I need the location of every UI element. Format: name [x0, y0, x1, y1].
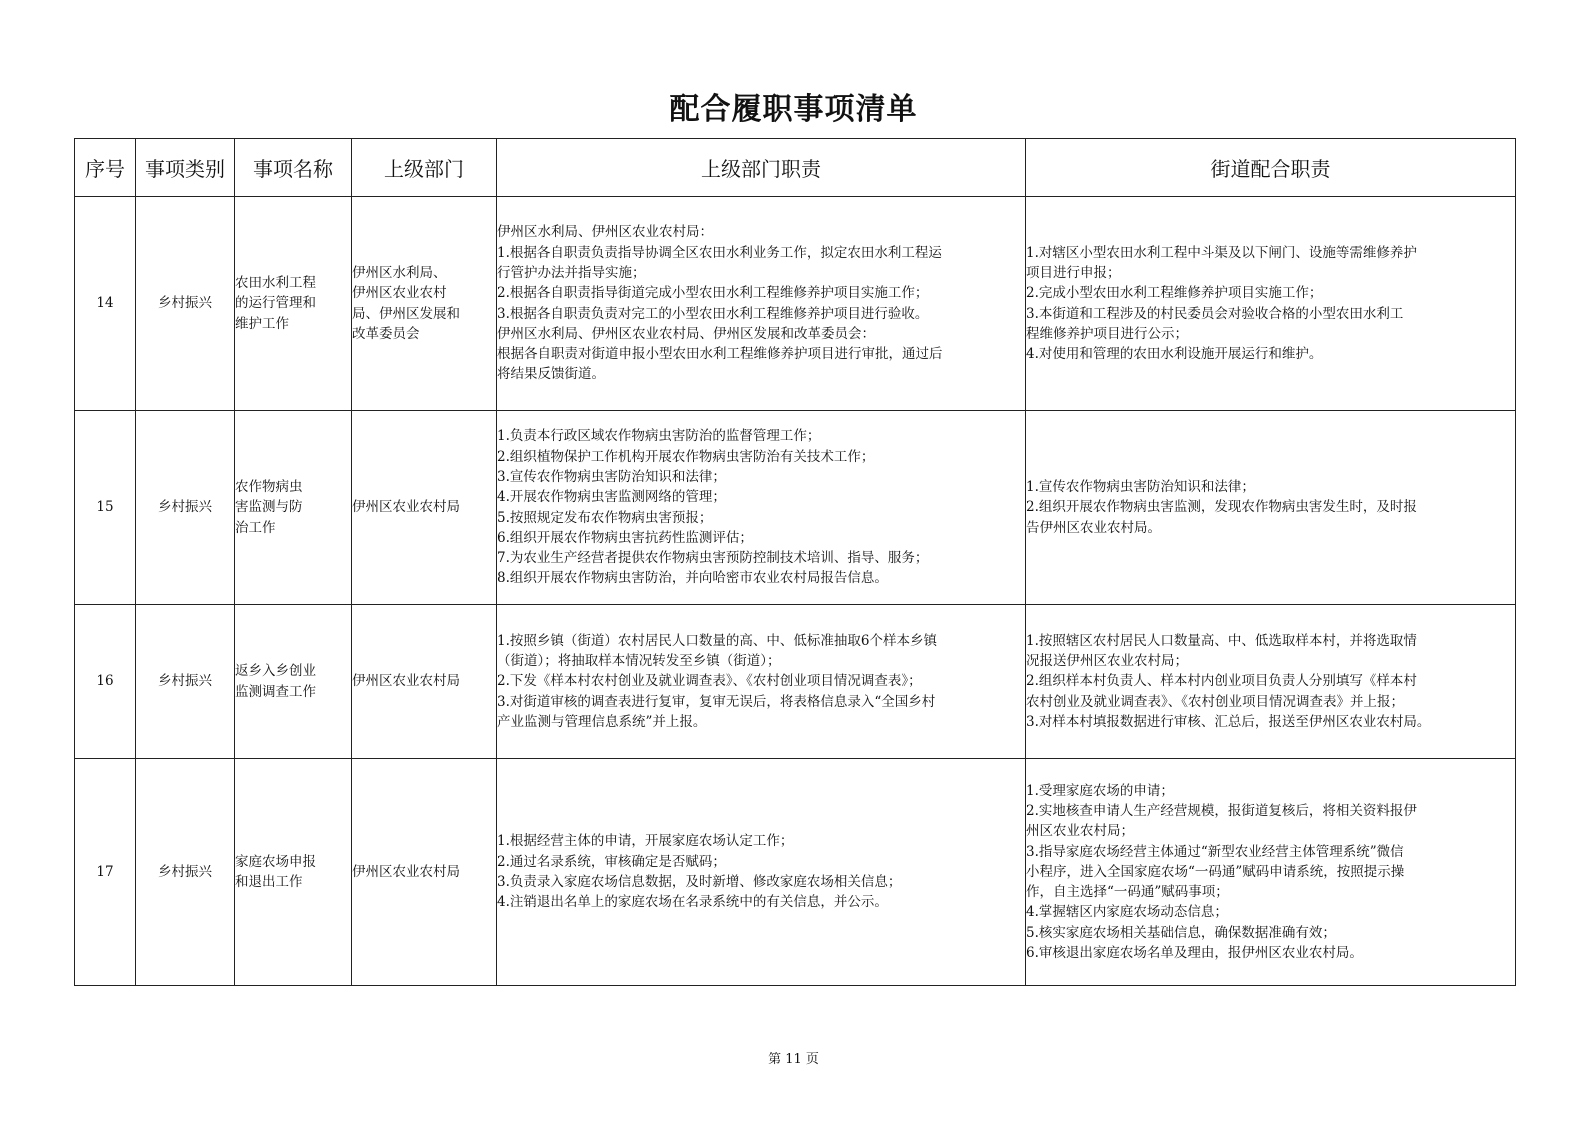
- text-line: 局、伊州区发展和: [352, 305, 460, 322]
- text-line: 农村创业及就业调查表》、《农村创业项目情况调查表》并上报；: [1026, 693, 1404, 710]
- row-category: 乡村振兴: [136, 759, 235, 986]
- text-line: 8.组织开展农作物病虫害防治，并向哈密市农业农村局报告信息。: [497, 570, 888, 587]
- row-street-duty: [1026, 197, 1516, 411]
- header-dept: 上级部门: [352, 139, 497, 197]
- text-line: 3.指导家庭农场经营主体通过“新型农业经营主体管理系统”微信: [1026, 843, 1404, 860]
- text-line: 4.掌握辖区内家庭农场动态信息；: [1026, 904, 1228, 921]
- row-category: 乡村振兴: [136, 605, 235, 759]
- text-line: 伊州区水利局、: [352, 264, 447, 281]
- text-line: 3.对样本村填报数据进行审核、汇总后，报送至伊州区农业农村局。: [1026, 713, 1431, 730]
- text-line: 2.根据各自职责指导街道完成小型农田水利工程维修养护项目实施工作；: [497, 285, 929, 302]
- text-line: 4.对使用和管理的农田水利设施开展运行和维护。: [1026, 346, 1323, 363]
- text-line: 1.宣传农作物病虫害防治知识和法律；: [1026, 479, 1255, 496]
- text-line: 3.根据各自职责负责对完工的小型农田水利工程维修养护项目进行验收。: [497, 305, 929, 322]
- text-line: 农田水利工程: [235, 275, 316, 292]
- text-line: （街道）；将抽取样本情况转发至乡镇（街道）；: [497, 653, 781, 670]
- text-line: 1.对辖区小型农田水利工程中斗渠及以下闸门、设施等需维修养护: [1026, 244, 1417, 261]
- header-dept-duty: 上级部门职责: [497, 139, 1026, 197]
- header-row: [75, 139, 1516, 197]
- text-line: 家庭农场申报: [235, 853, 316, 870]
- header-no: 序号: [75, 139, 136, 197]
- text-line: 伊州区农业农村局: [352, 499, 460, 516]
- text-line: 监测调查工作: [235, 683, 316, 700]
- text-line: 2.组织开展农作物病虫害监测，发现农作物病虫害发生时，及时报: [1026, 499, 1417, 516]
- text-line: 3.本街道和工程涉及的村民委员会对验收合格的小型农田水利工: [1026, 305, 1404, 322]
- row-dept-duty: [497, 759, 1026, 986]
- text-line: 将结果反馈街道。: [497, 366, 605, 383]
- page-title: 配合履职事项清单: [669, 92, 918, 127]
- text-line: 6.组织开展农作物病虫害抗药性监测评估；: [497, 529, 753, 546]
- row-item-name: [235, 759, 352, 986]
- row-dept: [352, 197, 497, 411]
- table-row: [75, 759, 1516, 986]
- table-row: [75, 197, 1516, 411]
- text-line: 程维修养护项目进行公示；: [1026, 325, 1188, 342]
- text-line: 1.按照辖区农村居民人口数量高、中、低选取样本村，并将选取情: [1026, 632, 1417, 649]
- text-line: 2.通过名录系统，审核确定是否赋码；: [497, 853, 726, 870]
- table-row: [75, 411, 1516, 605]
- text-line: 农作物病虫: [235, 479, 303, 496]
- row-dept: [352, 759, 497, 986]
- text-line: 行管护办法并指导实施；: [497, 264, 646, 281]
- text-line: 5.按照规定发布农作物病虫害预报；: [497, 509, 713, 526]
- row-item-name: [235, 197, 352, 411]
- text-line: 伊州区水利局、伊州区农业农村局：: [497, 224, 713, 241]
- text-line: 治工作: [235, 519, 276, 536]
- text-line: 5.核实家庭农场相关基础信息，确保数据准确有效；: [1026, 924, 1336, 941]
- page-number: 第 11 页: [768, 1052, 819, 1067]
- text-line: 伊州区农业农村: [352, 285, 447, 302]
- text-line: 3.对街道审核的调查表进行复审，复审无误后，将表格信息录入“全国乡村: [497, 693, 936, 710]
- text-line: 产业监测与管理信息系统”并上报。: [497, 713, 707, 730]
- row-dept-duty: [497, 411, 1026, 605]
- text-line: 4.开展农作物病虫害监测网络的管理；: [497, 489, 726, 506]
- text-line: 伊州区农业农村局: [352, 673, 460, 690]
- row-street-duty: [1026, 411, 1516, 605]
- row-dept: [352, 411, 497, 605]
- header-name: 事项名称: [235, 139, 352, 197]
- row-item-name: [235, 605, 352, 759]
- row-no: 16: [75, 605, 136, 759]
- row-item-name: [235, 411, 352, 605]
- text-line: 2.实地核查申请人生产经营规模，报街道复核后，将相关资料报伊: [1026, 802, 1417, 819]
- text-line: 1.负责本行政区域农作物病虫害防治的监督管理工作；: [497, 428, 821, 445]
- text-line: 3.负责录入家庭农场信息数据，及时新增、修改家庭农场相关信息；: [497, 874, 902, 890]
- text-line: 2.完成小型农田水利工程维修养护项目实施工作；: [1026, 285, 1323, 302]
- text-line: 6.审核退出家庭农场名单及理由，报伊州区农业农村局。: [1026, 945, 1363, 962]
- table-row: [75, 605, 1516, 759]
- row-dept: [352, 605, 497, 759]
- text-line: 7.为农业生产经营者提供农作物病虫害预防控制技术培训、指导、服务；: [497, 550, 929, 567]
- text-line: 3.宣传农作物病虫害防治知识和法律；: [497, 468, 726, 485]
- row-dept-duty: [497, 197, 1026, 411]
- row-dept-duty: [497, 605, 1026, 759]
- text-line: 况报送伊州区农业农村局；: [1026, 653, 1188, 670]
- text-line: 害监测与防: [235, 499, 303, 516]
- text-line: 1.受理家庭农场的申请；: [1026, 782, 1174, 799]
- text-line: 小程序，进入全国家庭农场“一码通”赋码申请系统，按照提示操: [1026, 863, 1405, 880]
- text-line: 2.下发《样本村农村创业及就业调查表》、《农村创业项目情况调查表》；: [497, 673, 922, 690]
- row-category: 乡村振兴: [136, 197, 235, 411]
- text-line: 返乡入乡创业: [235, 663, 316, 680]
- row-street-duty: [1026, 759, 1516, 986]
- header-category: 事项类别: [136, 139, 235, 197]
- text-line: 1.根据经营主体的申请，开展家庭农场认定工作；: [497, 833, 794, 850]
- text-line: 作，自主选择“一码通”赋码事项；: [1026, 884, 1229, 901]
- text-line: 告伊州区农业农村局。: [1026, 519, 1161, 536]
- text-line: 伊州区农业农村局: [352, 863, 460, 880]
- text-line: 州区农业农村局；: [1026, 823, 1134, 840]
- header-street-duty: 街道配合职责: [1026, 139, 1516, 197]
- row-category: 乡村振兴: [136, 411, 235, 605]
- text-line: 维护工作: [235, 315, 289, 332]
- row-street-duty: [1026, 605, 1516, 759]
- row-no: 15: [75, 411, 136, 605]
- text-line: 和退出工作: [235, 874, 303, 890]
- row-no: 14: [75, 197, 136, 411]
- duty-table: [74, 138, 1516, 986]
- text-line: 的运行管理和: [235, 295, 316, 312]
- text-line: 伊州区水利局、伊州区农业农村局、伊州区发展和改革委员会：: [497, 325, 875, 342]
- text-line: 4.注销退出名单上的家庭农场在名录系统中的有关信息，并公示。: [497, 894, 888, 911]
- text-line: 2.组织样本村负责人、样本村内创业项目负责人分别填写《样本村: [1026, 673, 1417, 690]
- text-line: 根据各自职责对街道申报小型农田水利工程维修养护项目进行审批，通过后: [497, 346, 943, 363]
- text-line: 1.根据各自职责负责指导协调全区农田水利业务工作，拟定农田水利工程运: [497, 244, 942, 261]
- text-line: 2.组织植物保护工作机构开展农作物病虫害防治有关技术工作；: [497, 448, 875, 465]
- text-line: 项目进行申报；: [1026, 264, 1121, 281]
- row-no: 17: [75, 759, 136, 986]
- text-line: 改革委员会: [352, 325, 420, 342]
- text-line: 1.按照乡镇（街道）农村居民人口数量的高、中、低标准抽取6个样本乡镇: [497, 632, 937, 649]
